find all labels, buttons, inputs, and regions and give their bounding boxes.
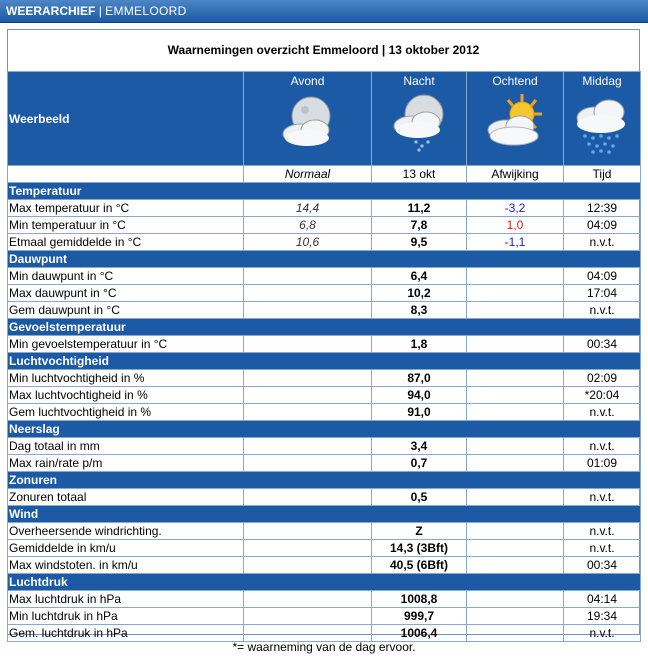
section-header bbox=[8, 353, 641, 370]
row-label: Max dauwpunt in °C bbox=[8, 285, 244, 302]
afwijking-value bbox=[467, 438, 564, 455]
afwijking-value bbox=[467, 557, 564, 574]
section-header bbox=[8, 251, 641, 268]
table-row bbox=[8, 234, 641, 251]
table-row bbox=[8, 557, 641, 574]
afwijking-value bbox=[467, 540, 564, 557]
normaal-value bbox=[244, 285, 372, 302]
time-value: 00:34 bbox=[564, 336, 641, 353]
column-header-row bbox=[8, 166, 641, 183]
weerbeeld-row bbox=[8, 72, 641, 166]
observed-value: 1006,4 bbox=[372, 625, 467, 642]
section-title: Luchtvochtigheid bbox=[8, 353, 641, 370]
normaal-value bbox=[244, 523, 372, 540]
period-name: Avond bbox=[290, 74, 325, 88]
observed-value: 0,5 bbox=[372, 489, 467, 506]
time-value: n.v.t. bbox=[564, 523, 641, 540]
normaal-column-header: Normaal bbox=[244, 166, 372, 183]
normaal-value bbox=[244, 370, 372, 387]
afwijking-value bbox=[467, 489, 564, 506]
afwijking-value bbox=[467, 285, 564, 302]
normaal-value: 14,4 bbox=[244, 200, 372, 217]
normaal-value bbox=[244, 608, 372, 625]
afwijking-value bbox=[467, 302, 564, 319]
afwijking-value bbox=[467, 591, 564, 608]
row-label: Overheersende windrichting. bbox=[8, 523, 244, 540]
table-row bbox=[8, 387, 641, 404]
section-header bbox=[8, 319, 641, 336]
normaal-value bbox=[244, 591, 372, 608]
row-label: Max windstoten. in km/u bbox=[8, 557, 244, 574]
afwijking-column-header: Afwijking bbox=[467, 166, 564, 183]
partly-cloudy-sun-icon bbox=[484, 92, 546, 154]
table-row bbox=[8, 370, 641, 387]
normaal-value bbox=[244, 404, 372, 421]
time-value: n.v.t. bbox=[564, 404, 641, 421]
row-label: Etmaal gemiddelde in °C bbox=[8, 234, 244, 251]
observed-value: 999,7 bbox=[372, 608, 467, 625]
observed-value: 7,8 bbox=[372, 217, 467, 234]
cloudy-night-light-rain-icon bbox=[388, 92, 450, 154]
period-name: Nacht bbox=[403, 74, 435, 88]
table-row bbox=[8, 404, 641, 421]
brand-title: WEERARCHIEF bbox=[6, 4, 96, 18]
row-label: Min luchtvochtigheid in % bbox=[8, 370, 244, 387]
section-header bbox=[8, 421, 641, 438]
row-label: Gem. luchtdruk in hPa bbox=[8, 625, 244, 642]
observed-value: 1008,8 bbox=[372, 591, 467, 608]
page-title: Waarnemingen overzicht Emmeloord | 13 oktober 2012 bbox=[167, 43, 480, 57]
observed-value: 9,5 bbox=[372, 234, 467, 251]
observed-value: 8,3 bbox=[372, 302, 467, 319]
label-column-header bbox=[8, 166, 244, 183]
afwijking-value bbox=[467, 404, 564, 421]
section-header bbox=[8, 183, 641, 200]
row-label: Min temperatuur in °C bbox=[8, 217, 244, 234]
time-value: n.v.t. bbox=[564, 234, 641, 251]
time-value: 01:09 bbox=[564, 455, 641, 472]
table-row bbox=[8, 200, 641, 217]
row-label: Max temperatuur in °C bbox=[8, 200, 244, 217]
table-row bbox=[8, 591, 641, 608]
observation-panel bbox=[7, 29, 640, 640]
table-row bbox=[8, 608, 641, 625]
observed-value: 1,8 bbox=[372, 336, 467, 353]
time-value: 04:09 bbox=[564, 268, 641, 285]
table-row bbox=[8, 455, 641, 472]
time-value: n.v.t. bbox=[564, 489, 641, 506]
time-value: n.v.t. bbox=[564, 625, 641, 642]
time-value: n.v.t. bbox=[564, 302, 641, 319]
observed-value: 94,0 bbox=[372, 387, 467, 404]
table-row bbox=[8, 540, 641, 557]
row-label: Gemiddelde in km/u bbox=[8, 540, 244, 557]
time-value: n.v.t. bbox=[564, 438, 641, 455]
normaal-value bbox=[244, 336, 372, 353]
row-label: Max luchtvochtigheid in % bbox=[8, 387, 244, 404]
afwijking-value bbox=[467, 370, 564, 387]
table-row bbox=[8, 523, 641, 540]
normaal-value bbox=[244, 489, 372, 506]
title-separator: | bbox=[98, 4, 102, 18]
afwijking-value bbox=[467, 336, 564, 353]
afwijking-value bbox=[467, 387, 564, 404]
row-label: Zonuren totaal bbox=[8, 489, 244, 506]
section-title: Zonuren bbox=[8, 472, 641, 489]
normaal-value: 10,6 bbox=[244, 234, 372, 251]
section-header bbox=[8, 574, 641, 591]
time-value: 02:09 bbox=[564, 370, 641, 387]
period-name: Ochtend bbox=[492, 74, 538, 88]
observed-value: 40,5 (6Bft) bbox=[372, 557, 467, 574]
table-row bbox=[8, 217, 641, 234]
time-value: n.v.t. bbox=[564, 540, 641, 557]
observation-table bbox=[7, 71, 641, 642]
table-row bbox=[8, 336, 641, 353]
normaal-value bbox=[244, 438, 372, 455]
location-title: EMMELOORD bbox=[105, 4, 187, 18]
observed-value: 11,2 bbox=[372, 200, 467, 217]
observed-value: 3,4 bbox=[372, 438, 467, 455]
period-nacht bbox=[372, 72, 467, 166]
table-row bbox=[8, 285, 641, 302]
partly-cloudy-night-icon bbox=[277, 92, 339, 154]
table-row bbox=[8, 625, 641, 642]
afwijking-value: 1,0 bbox=[467, 217, 564, 234]
weerbeeld-label: Weerbeeld bbox=[8, 72, 244, 166]
row-label: Gem dauwpunt in °C bbox=[8, 302, 244, 319]
normaal-value bbox=[244, 302, 372, 319]
section-header bbox=[8, 506, 641, 523]
table-row bbox=[8, 438, 641, 455]
period-ochtend bbox=[467, 72, 564, 166]
section-header bbox=[8, 472, 641, 489]
normaal-value bbox=[244, 625, 372, 642]
row-label: Min gevoelstemperatuur in °C bbox=[8, 336, 244, 353]
row-label: Max luchtdruk in hPa bbox=[8, 591, 244, 608]
normaal-value bbox=[244, 387, 372, 404]
observed-value: 10,2 bbox=[372, 285, 467, 302]
time-value: 17:04 bbox=[564, 285, 641, 302]
table-row bbox=[8, 489, 641, 506]
row-label: Min dauwpunt in °C bbox=[8, 268, 244, 285]
period-name: Middag bbox=[582, 74, 622, 88]
cloudy-rain-icon bbox=[571, 92, 633, 154]
section-title: Wind bbox=[8, 506, 641, 523]
time-value: 04:09 bbox=[564, 217, 641, 234]
table-row bbox=[8, 302, 641, 319]
date-column-header: 13 okt bbox=[372, 166, 467, 183]
period-avond bbox=[244, 72, 372, 166]
normaal-value bbox=[244, 455, 372, 472]
normaal-value bbox=[244, 557, 372, 574]
afwijking-value bbox=[467, 608, 564, 625]
row-label: Dag totaal in mm bbox=[8, 438, 244, 455]
time-value: 19:34 bbox=[564, 608, 641, 625]
afwijking-value bbox=[467, 625, 564, 642]
section-title: Gevoelstemperatuur bbox=[8, 319, 641, 336]
time-value: 04:14 bbox=[564, 591, 641, 608]
observed-value: Z bbox=[372, 523, 467, 540]
section-title: Luchtdruk bbox=[8, 574, 641, 591]
normaal-value bbox=[244, 540, 372, 557]
normaal-value: 6,8 bbox=[244, 217, 372, 234]
afwijking-value: -1,1 bbox=[467, 234, 564, 251]
tijd-column-header: Tijd bbox=[564, 166, 641, 183]
row-label: Min luchtdruk in hPa bbox=[8, 608, 244, 625]
section-title: Neerslag bbox=[8, 421, 641, 438]
time-value: 12:39 bbox=[564, 200, 641, 217]
afwijking-value bbox=[467, 268, 564, 285]
observed-value: 6,4 bbox=[372, 268, 467, 285]
observed-value: 91,0 bbox=[372, 404, 467, 421]
period-middag bbox=[564, 72, 641, 166]
observed-value: 14,3 (3Bft) bbox=[372, 540, 467, 557]
time-value: *20:04 bbox=[564, 387, 641, 404]
afwijking-value bbox=[467, 523, 564, 540]
footnote: *= waarneming van de dag ervoor. bbox=[232, 640, 416, 654]
top-bar bbox=[0, 0, 648, 23]
normaal-value bbox=[244, 268, 372, 285]
section-title: Temperatuur bbox=[8, 183, 641, 200]
afwijking-value bbox=[467, 455, 564, 472]
row-label: Max rain/rate p/m bbox=[8, 455, 244, 472]
observed-value: 87,0 bbox=[372, 370, 467, 387]
afwijking-value: -3,2 bbox=[467, 200, 564, 217]
observed-value: 0,7 bbox=[372, 455, 467, 472]
table-row bbox=[8, 268, 641, 285]
row-label: Gem luchtvochtigheid in % bbox=[8, 404, 244, 421]
section-title: Dauwpunt bbox=[8, 251, 641, 268]
time-value: 00:34 bbox=[564, 557, 641, 574]
